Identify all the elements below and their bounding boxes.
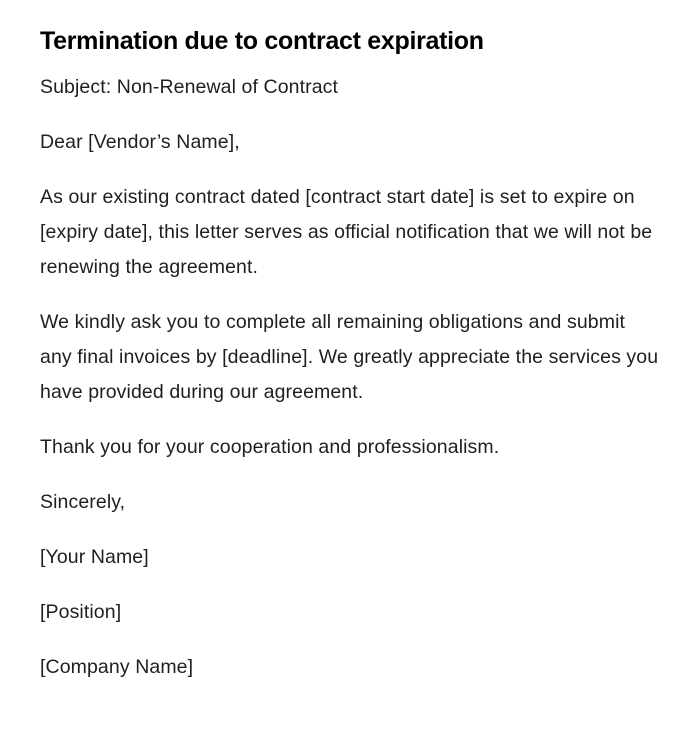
body-paragraph-2: We kindly ask you to complete all remaining obligations and submit any final invoices by [deadline]. We greatly appreciate the services you have provided during our agreement. [40,311,659,403]
subject-line: Subject: Non-Renewal of Contract [40,76,339,98]
signature-company: [Company Name] [40,656,194,678]
body-paragraph-1: As our existing contract dated [contract start date] is set to expire on [expiry date], this letter serves as official notification that we will not be renewing the agreement. [40,186,653,278]
signature-position: [Position] [40,601,122,623]
salutation: Dear [Vendor’s Name], [40,131,240,153]
document-title: Termination due to contract expiration [40,27,484,55]
body-paragraph-3: Thank you for your cooperation and professionalism. [40,436,500,458]
signature-name: [Your Name] [40,546,149,568]
letter-document [40,24,660,685]
closing: Sincerely, [40,491,126,513]
